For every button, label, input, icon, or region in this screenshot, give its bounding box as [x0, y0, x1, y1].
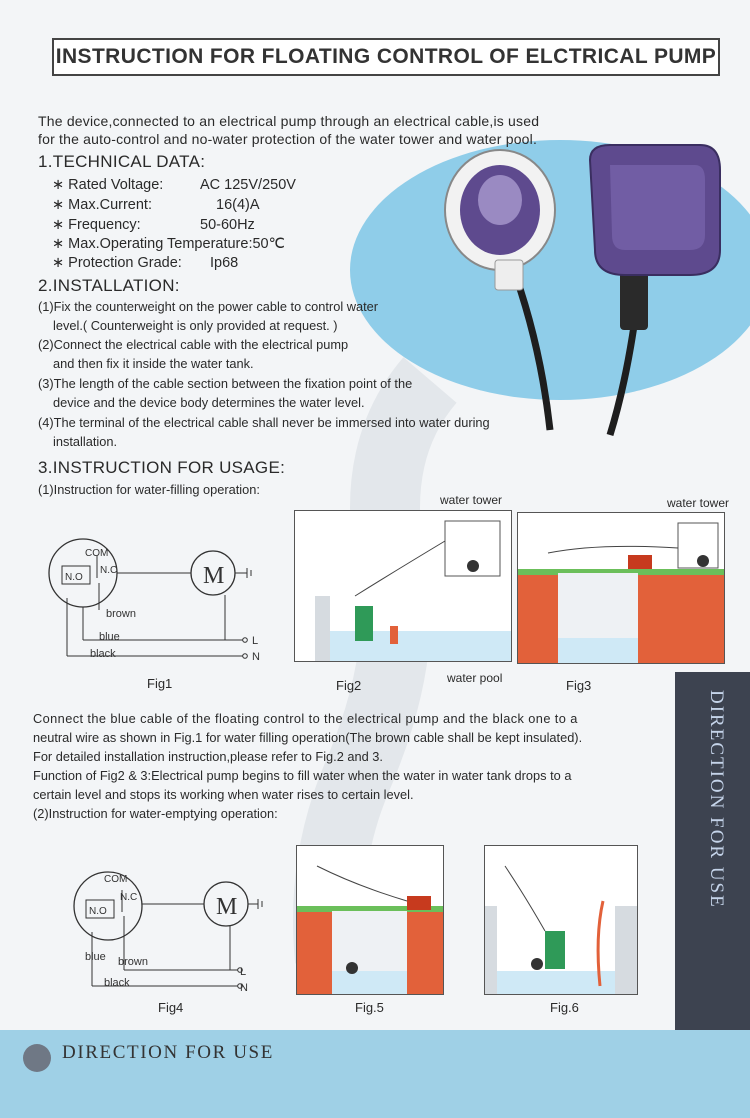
fig6-wall-left — [485, 906, 497, 994]
fig5-float — [346, 962, 358, 974]
fig2-pump — [355, 606, 373, 641]
label-nc: N.C — [100, 565, 118, 576]
installation-line-1: (1)Fix the counterweight on the power cable to control water — [38, 299, 379, 314]
installation-line-6: device and the device body determines the water level. — [53, 395, 365, 410]
intro-text: The device,connected to an electrical pump through an electrical cable,is used for the auto-control and no-water protection of the water tower and water pool. — [38, 113, 540, 147]
float-switch-illustration — [430, 140, 740, 440]
fig3-label: Fig3 — [566, 678, 592, 693]
fig2-wall — [315, 596, 330, 661]
page-title: INSTRUCTION FOR FLOATING CONTROL OF ELCTRICAL PUMP — [52, 38, 720, 76]
fig6-wall-right — [615, 906, 637, 994]
usage-para-5: certain level and stops its working when water rises to certain level. — [33, 787, 414, 802]
water-pool-label: water pool — [447, 671, 503, 685]
technical-heading: 1.TECHNICAL DATA: — [38, 152, 206, 171]
footer-dot-circle — [23, 1044, 51, 1072]
installation-line-7: (4)The terminal of the electrical cable shall never be immersed into water during — [38, 415, 490, 430]
installation-heading: 2.INSTALLATION: — [38, 276, 180, 295]
usage-sub1: (1)Instruction for water-filling operation: — [38, 482, 260, 497]
label-brown: brown — [106, 608, 136, 620]
fig2-float — [467, 560, 479, 572]
fig2-label: Fig2 — [336, 678, 362, 693]
label-no: N.O — [65, 572, 83, 583]
fig6-water — [497, 971, 615, 994]
installation-line-3: (2)Connect the electrical cable with the electrical pump — [38, 337, 349, 352]
label-l: L — [252, 635, 259, 647]
fig5-scene — [296, 845, 444, 995]
terminal-n — [243, 654, 248, 659]
fig3-float — [697, 555, 709, 567]
fig5-water — [332, 971, 407, 994]
label-n: N — [252, 651, 260, 663]
usage-para-1: Connect the blue cable of the floating control to the electrical pump and the black one to a — [33, 711, 578, 726]
fig5-label: Fig.5 — [355, 1000, 384, 1015]
fig6-scene — [484, 845, 638, 995]
label-brown: brown — [118, 956, 148, 968]
label-black: black — [90, 648, 116, 660]
footer-text: DIRECTION FOR USE — [62, 1042, 274, 1063]
usage-para-2: neutral wire as shown in Fig.1 for water filling operation(The brown cable shall be kept insulated). — [33, 730, 583, 745]
fig6-label: Fig.6 — [550, 1000, 579, 1015]
float-left-highlight — [478, 175, 522, 225]
fig4-label: Fig4 — [158, 1000, 184, 1015]
fig3-water — [558, 638, 638, 663]
usage-sub2: (2)Instruction for water-emptying operation: — [33, 806, 278, 821]
fig2-scene — [294, 510, 512, 662]
installation-line-8: installation. — [53, 434, 118, 449]
fig6-pump — [545, 931, 565, 969]
installation-line-2: level.( Counterweight is only provided at request. ) — [53, 318, 338, 333]
fig6-float — [531, 958, 543, 970]
terminal-l — [243, 638, 248, 643]
label-com: COM — [104, 874, 128, 885]
label-no: N.O — [89, 906, 107, 917]
installation-line-4: and then fix it inside the water tank. — [53, 356, 254, 371]
fig1-label: Fig1 — [147, 676, 173, 691]
float-left-collar — [495, 260, 523, 290]
fig4-wiring-diagram — [62, 864, 302, 999]
usage-para-3: For detailed installation instruction,please refer to Fig.2 and 3. — [33, 749, 383, 764]
label-blue: blue — [99, 631, 120, 643]
usage-para-4: Function of Fig2 & 3:Electrical pump begins to fill water when the water in water tank drops to a — [33, 768, 572, 783]
fig5-pump — [407, 896, 431, 910]
fig3-pump — [628, 555, 652, 569]
float-right-highlight — [610, 165, 705, 250]
fig3-scene — [517, 512, 725, 664]
installation-line-5: (3)The length of the cable section between the fixation point of the — [38, 376, 413, 391]
label-nc: N.C — [120, 892, 138, 903]
label-motor: M — [203, 563, 225, 589]
label-blue: blue — [85, 951, 106, 963]
footer-dot — [22, 1043, 52, 1073]
fig1-wiring-diagram — [35, 528, 295, 673]
label-black: black — [104, 977, 130, 989]
label-n: N — [240, 982, 248, 994]
water-tower-label-2: water tower — [667, 496, 730, 510]
side-tab-text: DIRECTION FOR USE — [706, 690, 727, 909]
usage-heading: 3.INSTRUCTION FOR USAGE: — [38, 458, 286, 477]
fig2-marker — [390, 626, 398, 644]
label-com: COM — [85, 548, 109, 559]
label-motor: M — [216, 894, 238, 920]
label-l: L — [240, 966, 247, 978]
water-tower-label-1: water tower — [440, 493, 503, 507]
